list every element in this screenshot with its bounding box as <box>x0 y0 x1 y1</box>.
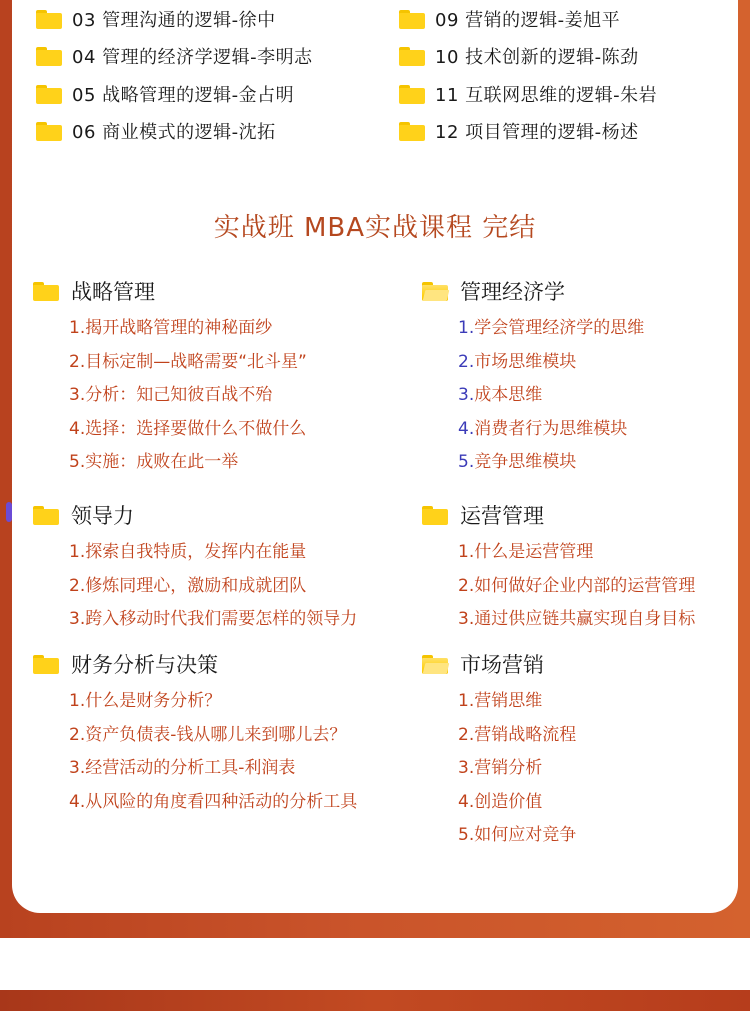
lesson-item[interactable]: 4.从风险的角度看四种活动的分析工具 <box>69 791 358 812</box>
file-label: 04 管理的经济学逻辑-李明志 <box>72 47 313 68</box>
category-leadership <box>33 500 357 637</box>
lesson-item[interactable]: 3.营销分析 <box>458 758 543 778</box>
file-label: 03 管理沟通的逻辑-徐中 <box>72 10 276 31</box>
category-title: 管理经济学 <box>460 280 565 304</box>
lesson-item[interactable]: 3.跨入移动时代我们需要怎样的领导力 <box>69 609 358 629</box>
lesson-list <box>458 536 695 637</box>
file-item[interactable] <box>36 119 276 143</box>
category-header[interactable] <box>33 276 307 306</box>
file-label: 06 商业模式的逻辑-沈拓 <box>72 122 276 143</box>
file-item[interactable] <box>399 7 620 31</box>
section-title: 实战班 MBA实战课程 完结 <box>213 213 537 243</box>
lesson-item[interactable]: 3.通过供应链共赢实现自身目标 <box>458 609 696 629</box>
category-title: 运营管理 <box>460 504 544 528</box>
lesson-item[interactable]: 1.学会管理经济学的思维 <box>458 318 645 338</box>
file-label: 05 战略管理的逻辑-金占明 <box>72 85 295 106</box>
lesson-item[interactable]: 4.消费者行为思维模块 <box>458 418 628 439</box>
file-label: 12 项目管理的逻辑-杨述 <box>435 122 639 143</box>
file-item[interactable] <box>36 44 313 68</box>
category-title: 财务分析与决策 <box>71 653 218 677</box>
category-header[interactable] <box>33 649 357 679</box>
lesson-item[interactable]: 1.探索自我特质，发挥内在能量 <box>69 542 307 562</box>
lesson-item[interactable]: 1.什么是运营管理 <box>458 542 594 562</box>
file-item[interactable] <box>36 82 294 106</box>
category-title: 领导力 <box>71 504 134 528</box>
category-operations <box>422 500 695 637</box>
category-marketing <box>422 649 576 853</box>
lesson-item[interactable]: 3.成本思维 <box>458 385 543 405</box>
file-item[interactable] <box>399 119 639 143</box>
file-label: 09 营销的逻辑-姜旭平 <box>435 10 621 31</box>
folder-icon <box>36 122 62 141</box>
lesson-item[interactable]: 3.分析：知己知彼百战不殆 <box>69 385 273 405</box>
file-label: 11 互联网思维的逻辑-朱岩 <box>435 85 658 106</box>
folder-open-icon <box>422 655 448 674</box>
folder-open-icon <box>422 282 448 301</box>
file-label: 10 技术创新的逻辑-陈劲 <box>435 47 639 68</box>
lesson-list <box>458 312 644 480</box>
lesson-item[interactable]: 1.揭开战略管理的神秘面纱 <box>69 318 273 338</box>
folder-icon <box>33 655 59 674</box>
category-header[interactable] <box>422 649 576 679</box>
category-managerial-economics <box>422 276 644 480</box>
category-finance <box>33 649 357 819</box>
lesson-item[interactable]: 2.目标定制—战略需要“北斗星” <box>69 351 307 372</box>
category-title: 战略管理 <box>71 280 155 304</box>
folder-icon <box>33 282 59 301</box>
category-strategy <box>33 276 307 480</box>
category-title: 市场营销 <box>460 653 544 677</box>
lesson-list <box>458 685 576 853</box>
folder-icon <box>422 506 448 525</box>
lesson-item[interactable]: 2.如何做好企业内部的运营管理 <box>458 575 696 596</box>
lesson-item[interactable]: 5.竞争思维模块 <box>458 452 577 472</box>
lesson-item[interactable]: 2.修炼同理心，激励和成就团队 <box>69 575 307 596</box>
folder-icon <box>33 506 59 525</box>
folder-icon <box>399 122 425 141</box>
file-item[interactable] <box>399 44 639 68</box>
lesson-item[interactable]: 5.如何应对竞争 <box>458 825 577 845</box>
lesson-item[interactable]: 4.选择：选择要做什么不做什么 <box>69 418 307 439</box>
lesson-list <box>69 685 357 819</box>
category-header[interactable] <box>422 276 644 306</box>
folder-icon <box>399 47 425 66</box>
folder-icon <box>399 85 425 104</box>
lesson-item[interactable]: 3.经营活动的分析工具-利润表 <box>69 758 296 778</box>
lesson-item[interactable]: 5.实施：成败在此一举 <box>69 452 239 472</box>
lesson-list <box>69 312 307 480</box>
file-item[interactable] <box>399 82 657 106</box>
lesson-item[interactable]: 2.市场思维模块 <box>458 351 577 372</box>
category-header[interactable] <box>422 500 695 530</box>
lesson-item[interactable]: 4.创造价值 <box>458 791 543 812</box>
folder-icon <box>36 85 62 104</box>
lesson-item[interactable]: 2.资产负债表-钱从哪儿来到哪儿去？ <box>69 724 347 745</box>
lesson-item[interactable]: 1.营销思维 <box>458 691 543 711</box>
folder-icon <box>36 10 62 29</box>
bottom-banner-bar <box>0 990 750 1011</box>
folder-icon <box>399 10 425 29</box>
file-item[interactable] <box>36 7 276 31</box>
lesson-list <box>69 536 357 637</box>
lesson-item[interactable]: 1.什么是财务分析？ <box>69 691 222 711</box>
category-header[interactable] <box>33 500 357 530</box>
folder-icon <box>36 47 62 66</box>
lesson-item[interactable]: 2.营销战略流程 <box>458 724 577 745</box>
